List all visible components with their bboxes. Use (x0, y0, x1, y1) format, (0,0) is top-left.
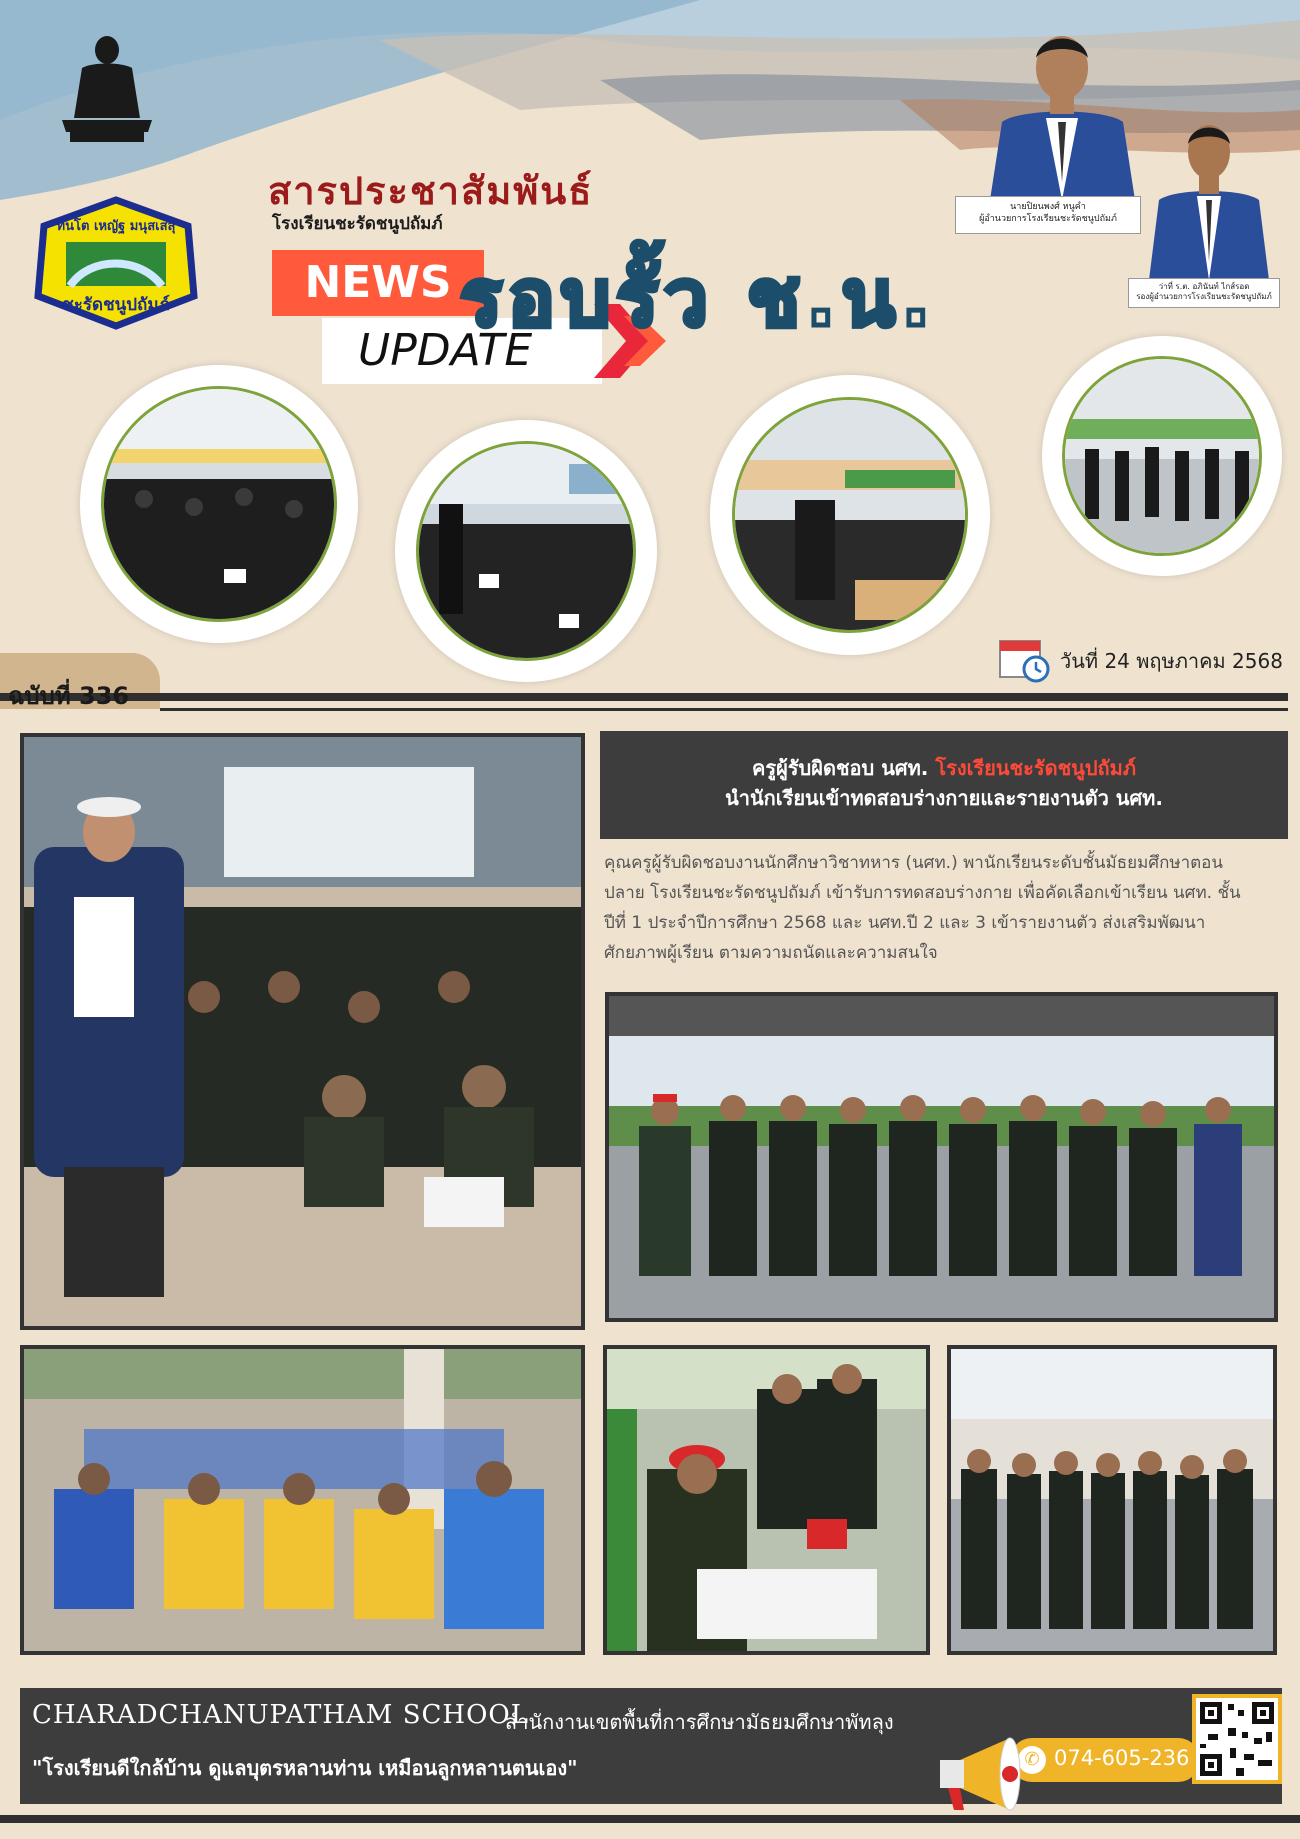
school-seal-logo (30, 196, 202, 330)
news-label: NEWS (272, 250, 484, 316)
update-label: UPDATE (322, 318, 602, 384)
director-name: นายปิยนพงศ์ หนูคำ (1010, 202, 1086, 212)
circle-photo-3 (710, 375, 990, 655)
deputy-name: ว่าที่ ร.ต. อภินันท์ ไกส์รอด (1158, 282, 1250, 291)
director-role: ผู้อำนวยการโรงเรียนชะรัดชนูปถัมภ์ (979, 214, 1117, 224)
photo-cadets-lineup (947, 1345, 1277, 1655)
calendar-icon (998, 635, 1050, 687)
phone-icon: ✆ (1018, 1746, 1046, 1774)
issue-date (998, 636, 1283, 686)
bottom-divider (0, 1815, 1300, 1823)
seal-top-text: ทนโต เหญัฐ มนุสเสสุ (56, 219, 176, 234)
monk-statue-logo (52, 28, 162, 163)
deputy-photo (1145, 112, 1273, 280)
article-body: คุณครูผู้รับผิดชอบงานนักศึกษาวิชาทหาร (นศท.) พานักเรียนระดับชั้นมัธยมศึกษาตอนปลาย โรงเรียนชะรัดชนูปถัมภ์ เข้ารับการทดสอบร่างกาย เพื่อคัดเลือกเข้าเรียน นศท. ชั้นปีที่ 1 ประจำปีการศึกษา 2568 และ นศท.ปี 2 และ 3 เข้ารายงานตัว ส่งเสริมพัฒนาศักยภาพผู้เรียน ตามความถนัดและความสนใจ (604, 853, 1241, 963)
photo-registration-desk (603, 1345, 930, 1655)
circle-photo-2 (395, 420, 657, 682)
issue-date-text: วันที่ 24 พฤษภาคม 2568 (1060, 649, 1283, 673)
photo-students-seated (20, 1345, 585, 1655)
group-photo-cadets (605, 992, 1278, 1322)
footer-school-name: CHARADCHANUPATHAM SCHOOL (32, 1700, 529, 1730)
newsletter-title: สารประชาสัมพันธ์ (268, 169, 594, 213)
headline-prefix: ครูผู้รับผิดชอบ นศท. (751, 756, 929, 780)
circle-photo-1 (80, 365, 358, 643)
seal-bottom-text: ชะรัดชนูปถัมภ์ (62, 295, 170, 315)
headline-school: โรงเรียนชะรัดชนูปถัมภ์ (935, 756, 1137, 780)
headline-line1 (600, 753, 1288, 783)
article-headline-box (600, 731, 1288, 839)
director-caption (955, 196, 1141, 234)
footer-motto: "โรงเรียนดีใกล้บ้าน ดูแลบุตรหลานท่าน เหมือนลูกหลานตนเอง" (32, 1756, 578, 1780)
footer-office: สำนักงานเขตพื้นที่การศึกษามัธยมศึกษาพัทลุง (505, 1710, 894, 1734)
megaphone-icon (930, 1730, 1030, 1820)
qr-code-icon[interactable] (1192, 1694, 1282, 1784)
deputy-caption (1128, 278, 1280, 308)
deputy-role: รองผู้อำนวยการโรงเรียนชะรัดชนูปถัมภ์ (1136, 292, 1272, 301)
main-photo-teacher-students (20, 733, 585, 1330)
divider-thin (160, 708, 1288, 711)
headline-line2: นำนักเรียนเข้าทดสอบร่างกายและรายงานตัว นศท. (725, 786, 1163, 810)
divider-thick (0, 693, 1288, 701)
director-photo (980, 22, 1145, 200)
rounds-headline: รอบรั้ว ช.น. (460, 254, 937, 344)
circle-photo-4 (1042, 336, 1282, 576)
school-subtitle: โรงเรียนชะรัดชนูปถัมภ์ (272, 214, 443, 234)
phone-number[interactable]: 074-605-236 (1054, 1746, 1190, 1770)
issue-number: ฉบับที่ 336 (8, 682, 130, 710)
